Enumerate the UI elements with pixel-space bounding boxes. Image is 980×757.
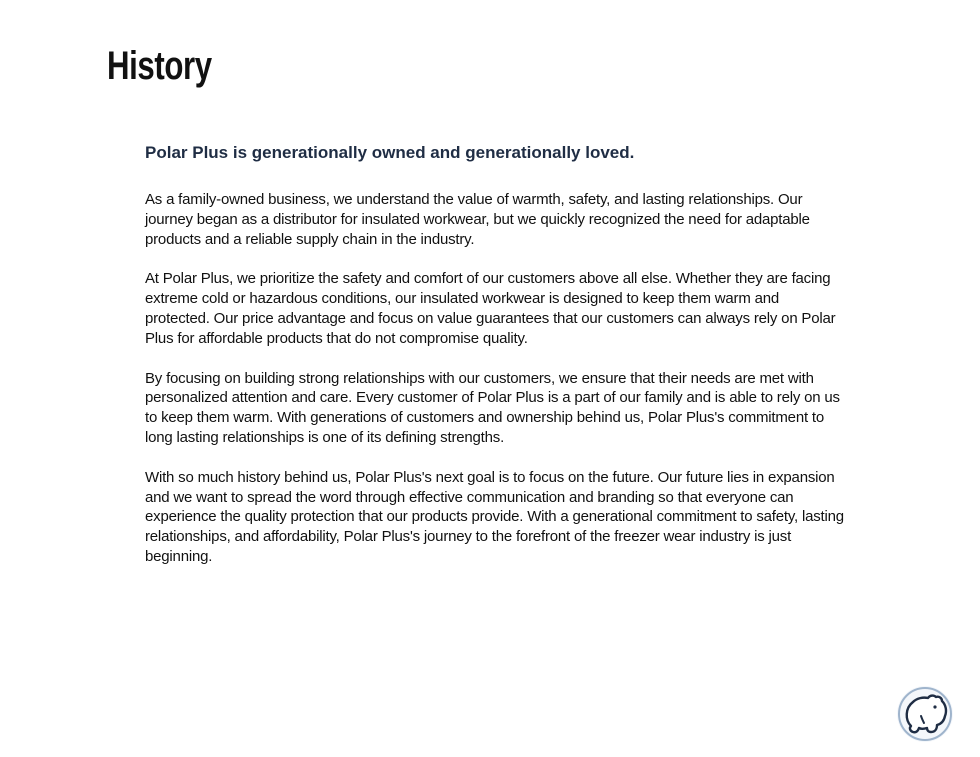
history-paragraph-3: By focusing on building strong relationships with our customers, we ensure that their needs are met with personalized attention and care. Every customer of Polar Plus is a part of our family and is able to rely on us to keep them warm. With generations of customers and ownership behind us, Polar Plus's commitment to long lasting relationships is one of its defining strengths. <box>145 369 840 446</box>
history-paragraph-4: With so much history behind us, Polar Plus's next goal is to focus on the future. Our future lies in expansion and we want to spread the word through effective communication and branding so that everyone can experience the quality protection that our products provide. With a generational commitment to safety, lasting relationships, and affordability, Polar Plus's journey to the forefront of the freezer wear industry is just beginning. <box>145 468 844 565</box>
history-paragraph-1: As a family-owned business, we understand the value of warmth, safety, and lasting relationships. Our journey began as a distributor for insulated workwear, but we quickly recognized the need for adaptable products and a reliable supply chain in the industry. <box>145 191 810 248</box>
history-paragraph-2: At Polar Plus, we prioritize the safety and comfort of our customers above all else. Whether they are facing extreme cold or hazardous conditions, our insulated workwear is designed to keep them warm and protected. Our price advantage and focus on value guarantees that our customers can always rely on Polar Plus for affordable products that do not compromise quality. <box>145 270 836 347</box>
chat-widget-button[interactable] <box>897 686 953 742</box>
history-subtitle: Polar Plus is generationally owned and generationally loved. <box>145 143 635 162</box>
polar-bear-icon <box>897 686 953 742</box>
page-title: History <box>107 44 212 88</box>
history-content <box>145 140 845 587</box>
